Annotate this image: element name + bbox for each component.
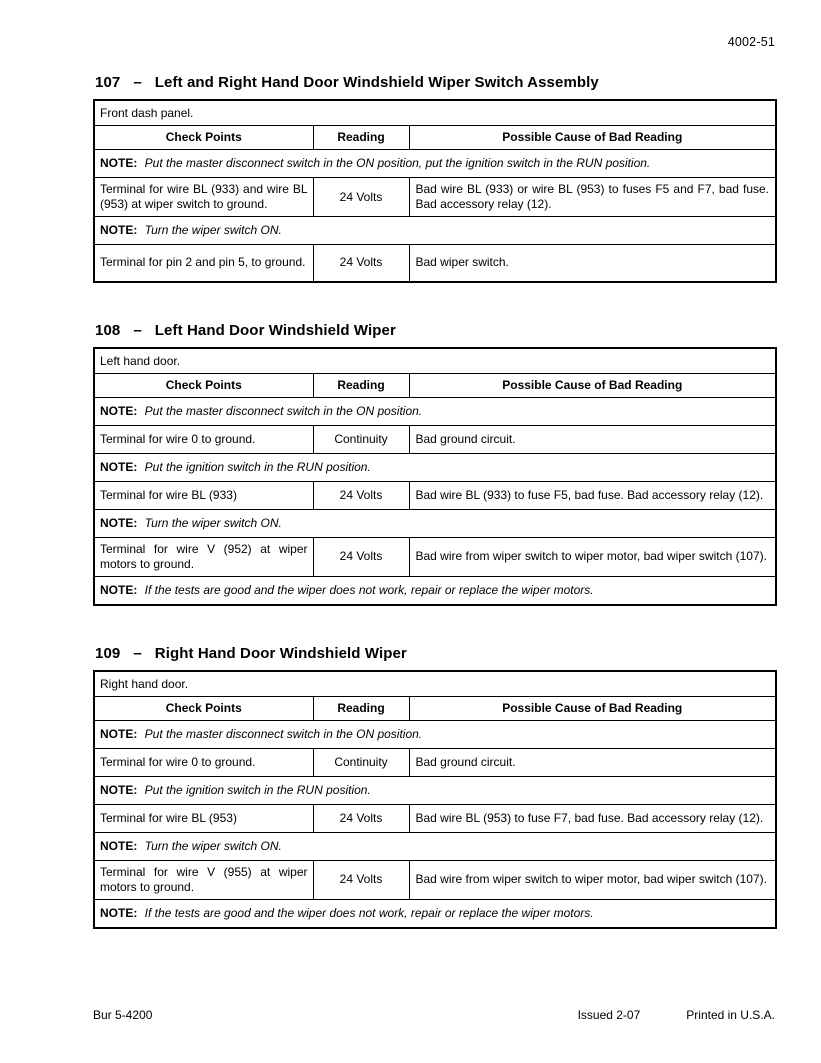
location-cell: Front dash panel. [94,100,776,126]
table-row [94,804,776,832]
troubleshooting-table [93,347,777,606]
troubleshooting-section [93,322,775,606]
note-row [94,899,776,928]
reading-cell: 24 Volts [313,860,409,899]
table-row [94,481,776,509]
note-cell [94,150,776,178]
reading-cell: 24 Volts [313,481,409,509]
header-row [94,373,776,397]
cause-cell: Bad ground circuit. [409,748,776,776]
page-content [93,74,775,962]
reading-cell: 24 Volts [313,804,409,832]
footer-issued-date: Issued 2-07 [577,1008,641,1022]
note-cell [94,397,776,425]
check-points-cell: Terminal for wire V (955) at wiper motors to ground. [94,860,313,899]
check-points-cell: Terminal for wire BL (933) [94,481,313,509]
header-row [94,126,776,150]
section-title-text: Left Hand Door Windshield Wiper [154,321,396,339]
section-dash: – [133,321,142,339]
note-row [94,576,776,605]
header-row [94,696,776,720]
note-text: Put the master disconnect switch in the ON position. [141,726,423,741]
note-text: Put the master disconnect switch in the ON position. [141,403,423,418]
footer [93,1008,775,1022]
section-number: 109 [95,644,121,662]
reading-cell: 24 Volts [313,537,409,576]
note-text: Put the ignition switch in the RUN position. [141,782,371,797]
note-label: NOTE: [100,459,138,474]
note-cell [94,720,776,748]
note-cell [94,453,776,481]
note-text: Turn the wiper switch ON. [141,515,282,530]
check-points-cell: Terminal for pin 2 and pin 5, to ground. [94,245,313,282]
reading-cell: Continuity [313,425,409,453]
table-row [94,537,776,576]
note-label: NOTE: [100,403,138,418]
note-text: Put the ignition switch in the RUN position. [141,459,371,474]
troubleshooting-table [93,670,777,929]
note-label: NOTE: [100,156,138,170]
section-title [95,74,775,91]
check-points-cell: Terminal for wire BL (933) and wire BL (953) at wiper switch to ground. [94,178,313,217]
column-header-2: Reading [313,126,409,150]
footer-right-group [578,1008,775,1022]
troubleshooting-section [93,645,775,929]
column-header-3: Possible Cause of Bad Reading [409,373,776,397]
note-row [94,832,776,860]
check-points-cell: Terminal for wire 0 to ground. [94,425,313,453]
check-points-cell: Terminal for wire 0 to ground. [94,748,313,776]
section-title-text: Right Hand Door Windshield Wiper [154,644,407,662]
note-text: Put the master disconnect switch in the ON position, put the ignition switch in the RUN position. [141,156,651,170]
reading-cell: Continuity [313,748,409,776]
note-label: NOTE: [100,905,138,920]
table-row [94,425,776,453]
note-label: NOTE: [100,582,138,597]
cause-cell: Bad wire from wiper switch to wiper motor, bad wiper switch (107). [409,860,776,899]
note-text: If the tests are good and the wiper does not work, repair or replace the wiper motors. [141,582,594,597]
note-label: NOTE: [100,838,138,853]
column-header-1: Check Points [94,126,313,150]
note-row [94,397,776,425]
location-cell: Right hand door. [94,671,776,697]
note-cell [94,217,776,245]
reading-cell: 24 Volts [313,178,409,217]
cause-cell: Bad wiper switch. [409,245,776,282]
note-cell [94,509,776,537]
note-row [94,217,776,245]
check-points-cell: Terminal for wire BL (953) [94,804,313,832]
location-row [94,671,776,697]
location-row [94,100,776,126]
section-title-text: Left and Right Hand Door Windshield Wiper Switch Assembly [154,74,599,91]
column-header-3: Possible Cause of Bad Reading [409,696,776,720]
table-row [94,748,776,776]
note-cell [94,899,776,928]
section-dash: – [133,74,142,91]
reading-cell: 24 Volts [313,245,409,282]
column-header-2: Reading [313,696,409,720]
column-header-2: Reading [313,373,409,397]
location-row [94,348,776,374]
check-points-cell: Terminal for wire V (952) at wiper motors to ground. [94,537,313,576]
cause-cell: Bad ground circuit. [409,425,776,453]
section-title [95,645,775,662]
location-cell: Left hand door. [94,348,776,374]
column-header-1: Check Points [94,696,313,720]
troubleshooting-table [93,99,777,283]
cause-cell: Bad wire from wiper switch to wiper motor, bad wiper switch (107). [409,537,776,576]
cause-cell: Bad wire BL (953) to fuse F7, bad fuse. Bad accessory relay (12). [409,804,776,832]
footer-doc-number: Bur 5-4200 [93,1008,153,1022]
note-row [94,509,776,537]
table-row [94,860,776,899]
section-title [95,322,775,339]
note-row [94,150,776,178]
note-label: NOTE: [100,223,138,237]
column-header-1: Check Points [94,373,313,397]
cause-cell: Bad wire BL (933) to fuse F5, bad fuse. Bad accessory relay (12). [409,481,776,509]
footer-printed-in: Printed in U.S.A. [686,1008,775,1022]
page-number: 4002-51 [727,35,775,49]
note-row [94,776,776,804]
note-label: NOTE: [100,726,138,741]
note-text: If the tests are good and the wiper does not work, repair or replace the wiper motors. [141,905,594,920]
note-cell [94,576,776,605]
column-header-3: Possible Cause of Bad Reading [409,126,776,150]
note-cell [94,776,776,804]
section-number: 108 [95,321,121,339]
section-number: 107 [95,74,121,91]
note-label: NOTE: [100,515,138,530]
section-dash: – [133,644,142,662]
cause-cell: Bad wire BL (933) or wire BL (953) to fuses F5 and F7, bad fuse. Bad accessory relay (12). [409,178,776,217]
troubleshooting-section [93,74,775,283]
note-row [94,453,776,481]
note-row [94,720,776,748]
note-text: Turn the wiper switch ON. [141,223,282,237]
note-label: NOTE: [100,782,138,797]
note-text: Turn the wiper switch ON. [141,838,282,853]
table-row [94,178,776,217]
note-cell [94,832,776,860]
table-row [94,245,776,282]
